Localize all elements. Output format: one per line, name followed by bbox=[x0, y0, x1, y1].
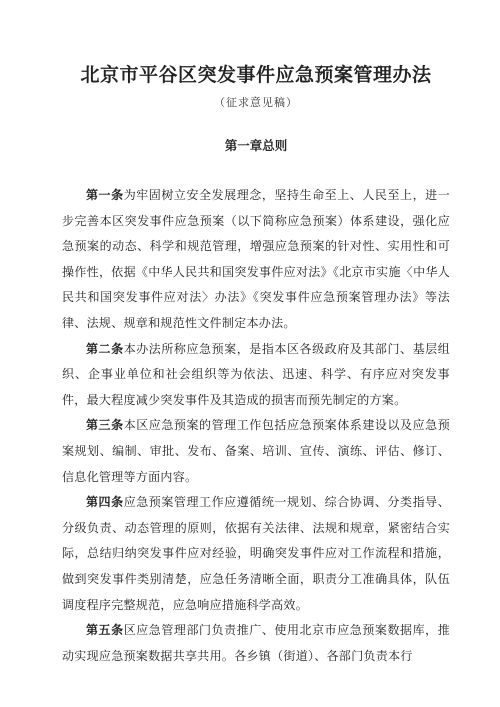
article-4 bbox=[62, 490, 450, 618]
article-text: 为牢固树立安全发展理念，坚持生命至上、人民至上，进一步完善本区突发事件应急预案（以下简称应急预案）体系建设，强化应急预案的动态、科学和规范管理，增强应急预案的针对性、实用性和可操作性，依据《中华人民共和国突发事件应对法》《北京市实施〈中华人民共和国突发事件应对法〉办法》《突发事件应急预案管理办法》等法律、法规、规章和规范性文件制定本办法。 bbox=[62, 188, 450, 330]
article-3 bbox=[62, 413, 450, 490]
article-text: 区应急管理部门负责推广、使用北京市应急预案数据库，推动实现应急预案数据共享共用。各乡镇（街道）、各部门负责本行 bbox=[62, 623, 450, 663]
chapter-heading: 第一章总则 bbox=[224, 138, 288, 153]
article-5 bbox=[62, 618, 450, 669]
document-subtitle: （征求意见稿） bbox=[214, 96, 298, 109]
article-label: 第五条 bbox=[86, 623, 124, 638]
article-label: 第四条 bbox=[86, 495, 124, 510]
article-label: 第一条 bbox=[86, 188, 124, 202]
article-label: 第二条 bbox=[86, 341, 124, 356]
article-2 bbox=[62, 337, 450, 414]
article-text: 应急预案管理工作应遵循统一规划、综合协调、分类指导、分级负责、动态管理的原则，依据有关法律、法规和规章，紧密结合实际，总结归纳突发事件应对经验，明确突发事件应对工作流程和措施，做到突发事件类别清楚，应急任务清晰全面，职责分工准确具体，队伍调度程序完整规范，应急响应措施科学高效。 bbox=[62, 495, 450, 612]
document-body bbox=[62, 183, 450, 669]
article-text: 本区应急预案的管理工作包括应急预案体系建设以及应急预案规划、编制、审批、发布、备案、培训、宣传、演练、评估、修订、信息化管理等方面内容。 bbox=[62, 418, 450, 484]
article-text: 本办法所称应急预案，是指本区各级政府及其部门、基层组织、企事业单位和社会组织等为依法、迅速、科学、有序应对突发事件，最大程度减少突发事件及其造成的损害而预先制定的方案。 bbox=[62, 341, 450, 407]
document-title: 北京市平谷区突发事件应急预案管理办法 bbox=[80, 64, 432, 86]
article-label: 第三条 bbox=[86, 418, 124, 433]
article-1 bbox=[62, 183, 450, 337]
